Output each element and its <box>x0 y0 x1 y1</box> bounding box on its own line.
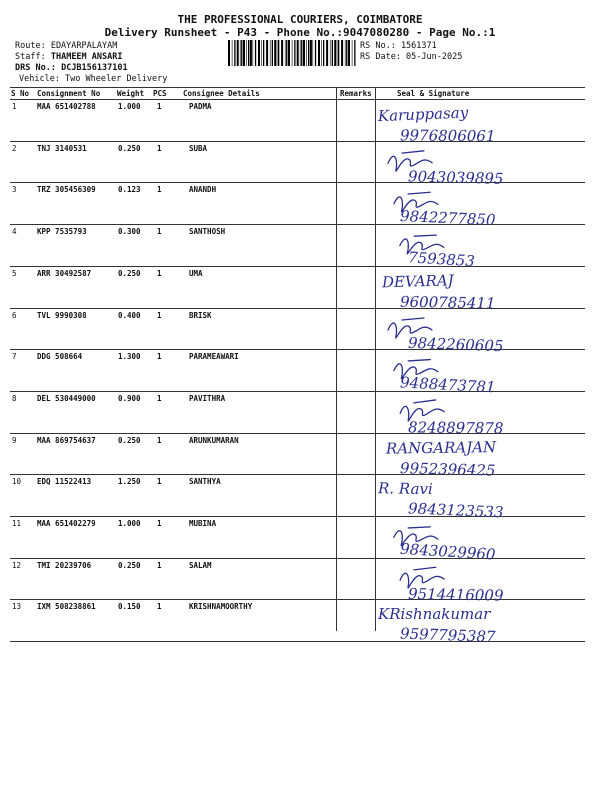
cell-weight: 1.300 <box>118 352 141 362</box>
cell-consignment: MAA 869754637 <box>37 435 96 445</box>
col-sno: S No <box>11 89 30 98</box>
cell-consignment: MAA 651402279 <box>37 519 96 528</box>
cell-pcs: 1 <box>157 560 162 570</box>
cell-pcs: 1 <box>157 519 162 528</box>
route-text: Route: EDAYARPALAYAM <box>15 41 118 51</box>
signature-phone: 9843123533 <box>407 499 504 522</box>
cell-consignee: SANTHYA <box>189 477 221 487</box>
cell-weight: 0.150 <box>118 602 141 612</box>
cell-sno: 9 <box>12 435 17 445</box>
cell-weight: 0.400 <box>118 310 141 320</box>
vehicle-text: Vehicle: Two Wheeler Delivery <box>19 74 168 84</box>
signature-phone: 8248897878 <box>407 418 504 438</box>
signature-phone: 9952396425 <box>399 458 496 480</box>
signature-name: Karuppasay <box>377 103 469 126</box>
cell-weight: 0.123 <box>118 185 141 195</box>
staff-line <box>15 52 123 62</box>
signature-name: KRishnakumar <box>378 605 491 624</box>
cell-consignment: TMI 20239706 <box>37 560 92 570</box>
cell-sno: 5 <box>12 268 17 278</box>
cell-consignee: PAVITHRA <box>189 393 226 403</box>
signature-phone: 9043039895 <box>407 167 504 188</box>
cell-weight: 0.250 <box>118 268 141 278</box>
cell-weight: 1.250 <box>118 477 141 487</box>
signature-phone: 9600785411 <box>399 292 496 313</box>
staff-name: THAMEEM ANSARI <box>50 52 123 62</box>
cell-weight: 1.000 <box>118 102 141 111</box>
signature-phone: 9842277850 <box>399 207 496 230</box>
drs-label: DRS No.: <box>15 63 56 73</box>
cell-consignee: PARAMEAWARI <box>189 352 239 362</box>
cell-consignee: ANANDH <box>189 185 217 195</box>
signature-phone: 9976806061 <box>399 126 496 146</box>
signature-phone: 9514416009 <box>407 584 504 605</box>
cell-sno: 1 <box>12 102 17 111</box>
cell-consignee: SANTHOSH <box>189 227 226 237</box>
cell-sno: 12 <box>12 560 22 570</box>
col-consignment: Consignment No <box>37 89 101 98</box>
col-weight: Weight <box>117 89 145 98</box>
cell-consignment: DDG 508664 <box>37 352 83 362</box>
cell-pcs: 1 <box>157 435 162 445</box>
cell-pcs: 1 <box>157 602 162 612</box>
cell-pcs: 1 <box>157 102 162 111</box>
cell-pcs: 1 <box>157 268 162 278</box>
cell-pcs: 1 <box>157 477 162 487</box>
drs-number: DCJB156137101 <box>61 63 128 73</box>
cell-sno: 2 <box>12 143 17 153</box>
cell-sno: 10 <box>12 477 22 487</box>
cell-consignee: KRISHNAMOORTHY <box>189 602 253 612</box>
signature-name: DEVARAJ <box>381 271 454 292</box>
cell-pcs: 1 <box>157 393 162 403</box>
cell-pcs: 1 <box>157 227 162 237</box>
cell-weight: 0.250 <box>118 560 141 570</box>
cell-sno: 6 <box>12 310 17 320</box>
cell-sno: 4 <box>12 227 17 237</box>
remarks-left-border <box>336 87 337 631</box>
cell-sno: 7 <box>12 352 17 362</box>
signature-phone: 9597795387 <box>399 624 496 647</box>
cell-consignment: ARR 30492587 <box>37 268 92 278</box>
cell-consignment: TVL 9990308 <box>37 310 87 320</box>
signature-phone: 9488473781 <box>399 373 496 397</box>
cell-consignment: KPP 7535793 <box>37 227 87 237</box>
cell-consignment: TNJ 3140531 <box>37 143 87 153</box>
cell-consignment: DEL 530449000 <box>37 393 96 403</box>
cell-consignee: MUBINA <box>189 519 217 528</box>
runsheet-subtitle: Delivery Runsheet - P43 - Phone No.:9047080280 - Page No.:1 <box>104 26 496 39</box>
signature-phone: 7593853 <box>407 248 476 271</box>
col-consignee: Consignee Details <box>183 89 260 98</box>
staff-label: Staff: <box>15 52 46 62</box>
signature-name: R. Ravi <box>377 479 433 499</box>
cell-weight: 0.300 <box>118 227 141 237</box>
col-pcs: PCS <box>153 89 167 98</box>
cell-consignment: MAA 651402788 <box>37 102 96 111</box>
cell-weight: 0.250 <box>118 435 141 445</box>
cell-consignment: TRZ 305456309 <box>37 185 96 195</box>
cell-sno: 3 <box>12 185 17 195</box>
cell-consignee: ARUNKUMARAN <box>189 435 239 445</box>
col-remarks: Remarks <box>340 89 372 98</box>
cell-consignee: UMA <box>189 268 203 278</box>
cell-weight: 0.250 <box>118 143 141 153</box>
cell-consignment: EDQ 11522413 <box>37 477 92 487</box>
cell-weight: 1.000 <box>118 519 141 528</box>
cell-sno: 11 <box>12 519 22 528</box>
cell-consignee: SALAM <box>189 560 212 570</box>
rs-date: RS Date: 05-Jun-2025 <box>360 52 463 62</box>
cell-pcs: 1 <box>157 310 162 320</box>
cell-consignment: IXM 508238861 <box>37 602 96 612</box>
handwritten-signature <box>370 597 585 677</box>
signature-phone: 9843029960 <box>399 539 496 564</box>
signature-name: RANGARAJAN <box>385 437 497 458</box>
cell-consignee: PADMA <box>189 102 212 111</box>
cell-sno: 8 <box>12 393 17 403</box>
rs-number: RS No.: 1561371 <box>360 41 437 51</box>
table-top-border <box>10 87 585 88</box>
drs-line <box>15 63 128 73</box>
cell-pcs: 1 <box>157 143 162 153</box>
cell-weight: 0.900 <box>118 393 141 403</box>
signature-phone: 9842260605 <box>407 333 504 355</box>
cell-sno: 13 <box>12 602 22 612</box>
cell-pcs: 1 <box>157 352 162 362</box>
cell-consignee: SUBA <box>189 143 208 153</box>
cell-consignee: BRISK <box>189 310 212 320</box>
barcode-image <box>228 40 356 66</box>
col-seal-signature: Seal & Signature <box>397 89 470 98</box>
company-title: THE PROFESSIONAL COURIERS, COIMBATORE <box>177 13 423 26</box>
cell-pcs: 1 <box>157 185 162 195</box>
